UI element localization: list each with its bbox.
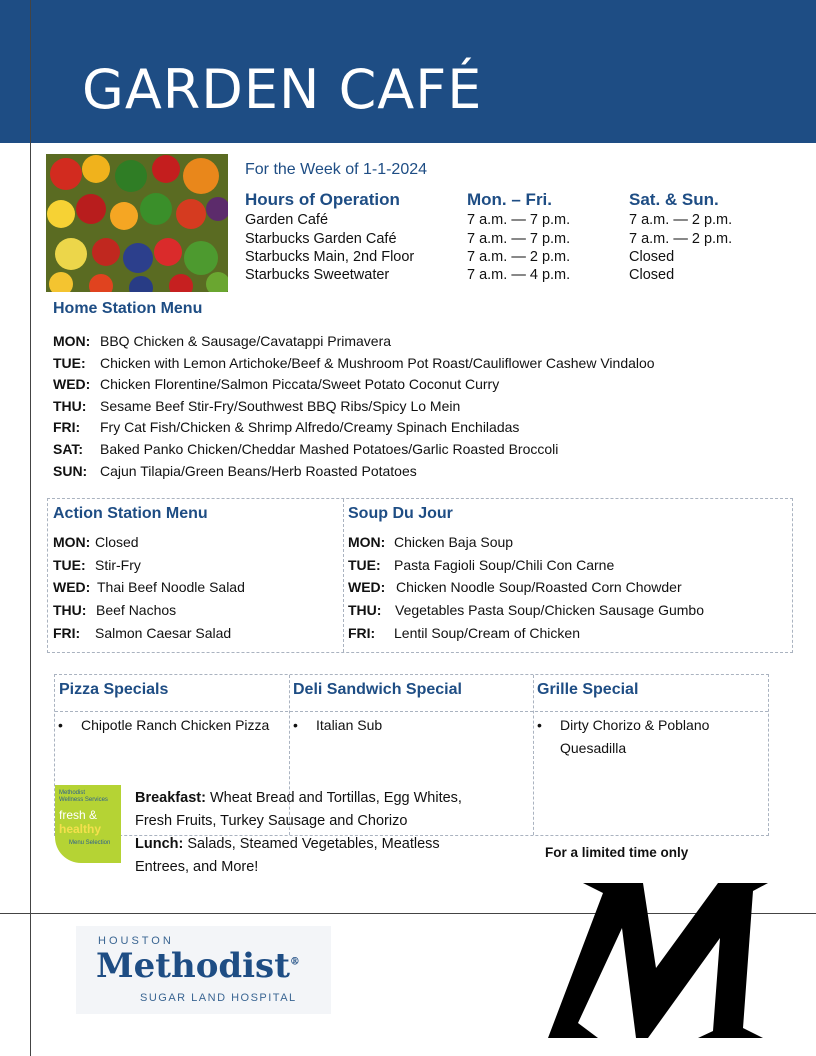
menu-items: Baked Panko Chicken/Cheddar Mashed Potatoes/Garlic Roasted Broccoli — [100, 441, 559, 457]
day-label: TUE: — [53, 557, 86, 573]
day-label: FRI: — [53, 419, 81, 435]
menu-row — [53, 441, 558, 457]
menu-row — [348, 579, 682, 595]
soup-title: Soup Du Jour — [348, 505, 453, 522]
logo-hospital-name: SUGAR LAND HOSPITAL — [140, 992, 297, 1004]
menu-items: Chicken Florentine/Salmon Piccata/Sweet Potato Coconut Curry — [100, 376, 500, 392]
list-item — [293, 714, 382, 737]
menu-row — [53, 376, 499, 392]
lunch-text: Salads, Steamed Vegetables, Meatless Entrees, and More! — [135, 836, 440, 875]
day-label: WED: — [53, 579, 91, 595]
menu-items: Thai Beef Noodle Salad — [97, 579, 245, 595]
menu-row — [53, 557, 141, 573]
weekday-header: Mon. – Fri. — [467, 190, 552, 209]
weekday-hours: 7 a.m. — 7 p.m. — [467, 231, 571, 247]
bullet-icon: • — [293, 717, 298, 733]
week-of-label: For the Week of 1-1-2024 — [245, 161, 428, 178]
grille-special-title: Grille Special — [537, 681, 639, 698]
day-label: THU: — [53, 602, 87, 618]
weekday-hours: 7 a.m. — 2 p.m. — [467, 249, 571, 265]
limited-time-note: For a limited time only — [545, 845, 689, 860]
menu-row — [53, 534, 139, 550]
menu-row — [53, 419, 519, 435]
menu-items: Stir-Fry — [95, 557, 141, 573]
menu-items: Beef Nachos — [96, 602, 177, 618]
day-label: TUE: — [53, 355, 86, 371]
weekend-hours: Closed — [629, 267, 675, 283]
menu-items: Cajun Tilapia/Green Beans/Herb Roasted Potatoes — [100, 463, 417, 479]
logo-fresh: fresh & — [59, 808, 98, 822]
houston-methodist-logo — [76, 926, 331, 1014]
day-label: THU: — [53, 398, 87, 414]
menu-items: Sesame Beef Stir-Fry/Southwest BBQ Ribs/Spicy Lo Mein — [100, 398, 461, 414]
logo-line-2: Wellness Services — [59, 797, 108, 803]
header-separator — [55, 711, 768, 712]
list-item — [537, 714, 709, 760]
bullet-icon: • — [537, 717, 542, 733]
lunch-label: Lunch: — [135, 836, 184, 852]
day-label: MON: — [53, 534, 91, 550]
menu-items: Salmon Caesar Salad — [95, 625, 232, 641]
home-station-title: Home Station Menu — [53, 300, 203, 317]
venue-name: Garden Café — [245, 212, 329, 228]
logo-line-1: Methodist — [59, 790, 86, 796]
weekend-header: Sat. & Sun. — [629, 190, 719, 209]
venue-name: Starbucks Main, 2nd Floor — [245, 249, 415, 265]
menu-row — [348, 625, 580, 641]
day-label: WED: — [53, 376, 91, 392]
menu-items: Chicken Baja Soup — [394, 534, 514, 550]
special-item-continued: Quesadilla — [560, 740, 627, 756]
menu-row — [53, 579, 245, 595]
hours-header: Hours of Operation — [245, 190, 400, 209]
menu-items: Chicken Noodle Soup/Roasted Corn Chowder — [396, 579, 682, 595]
column-divider — [343, 499, 344, 652]
venue-name: Starbucks Sweetwater — [245, 267, 390, 283]
day-label: SUN: — [53, 463, 88, 479]
menu-row — [348, 602, 704, 618]
menu-row — [53, 355, 655, 371]
menu-items: Vegetables Pasta Soup/Chicken Sausage Gumbo — [395, 602, 704, 618]
weekend-hours: Closed — [629, 249, 675, 265]
menu-row — [348, 557, 614, 573]
weekend-hours: 7 a.m. — 2 p.m. — [629, 231, 733, 247]
weekday-hours: 7 a.m. — 4 p.m. — [467, 267, 571, 283]
menu-items: Chicken with Lemon Artichoke/Beef & Mushroom Pot Roast/Cauliflower Cashew Vindaloo — [100, 355, 655, 371]
bullet-icon: • — [58, 717, 63, 733]
column-divider — [533, 675, 534, 835]
special-item: Chipotle Ranch Chicken Pizza — [81, 717, 270, 733]
weekend-hours: 7 a.m. — 2 p.m. — [629, 212, 733, 228]
menu-items: Fry Cat Fish/Chicken & Shrimp Alfredo/Creamy Spinach Enchiladas — [100, 419, 520, 435]
registered-mark: ® — [289, 956, 300, 968]
logo-menu-selection: Menu Selection — [69, 840, 111, 846]
logo-houston: HOUSTON — [98, 935, 174, 947]
day-label: FRI: — [348, 625, 376, 641]
pizza-specials-title: Pizza Specials — [59, 681, 169, 698]
menu-items: Pasta Fagioli Soup/Chili Con Carne — [394, 557, 615, 573]
deli-special-title: Deli Sandwich Special — [293, 681, 462, 698]
fresh-healthy-logo — [55, 785, 121, 863]
menu-row — [53, 463, 417, 479]
header-banner — [0, 0, 816, 143]
day-label: THU: — [348, 602, 382, 618]
day-label: TUE: — [348, 557, 381, 573]
menu-row — [53, 602, 176, 618]
day-label: MON: — [348, 534, 386, 550]
menu-row — [53, 398, 460, 414]
action-station-title: Action Station Menu — [53, 505, 208, 522]
logo-healthy: healthy — [59, 822, 102, 836]
day-label: MON: — [53, 333, 91, 349]
page-title: GARDEN CAFÉ — [82, 58, 483, 121]
menu-row — [53, 625, 231, 641]
vegetables-photo — [46, 154, 228, 292]
day-label: WED: — [348, 579, 386, 595]
methodist-m-logo — [548, 883, 768, 1038]
menu-items: Closed — [95, 534, 139, 550]
list-item — [58, 714, 269, 737]
menu-items: BBQ Chicken & Sausage/Cavatappi Primavera — [100, 333, 392, 349]
special-item: Dirty Chorizo & Poblano — [560, 717, 710, 733]
day-label: FRI: — [53, 625, 81, 641]
day-label: SAT: — [53, 441, 84, 457]
weekday-hours: 7 a.m. — 7 p.m. — [467, 212, 571, 228]
breakfast-label: Breakfast: — [135, 790, 206, 806]
special-item: Italian Sub — [316, 717, 383, 733]
venue-name: Starbucks Garden Café — [245, 231, 397, 247]
menu-row — [53, 333, 391, 349]
logo-methodist: Methodist — [96, 946, 290, 986]
left-margin-rule — [30, 0, 31, 1056]
menu-items: Lentil Soup/Cream of Chicken — [394, 625, 580, 641]
breakfast-text: Wheat Bread and Tortillas, Egg Whites, Fresh Fruits, Turkey Sausage and Chorizo — [135, 790, 462, 829]
fresh-healthy-description — [135, 787, 495, 879]
menu-row — [348, 534, 513, 550]
